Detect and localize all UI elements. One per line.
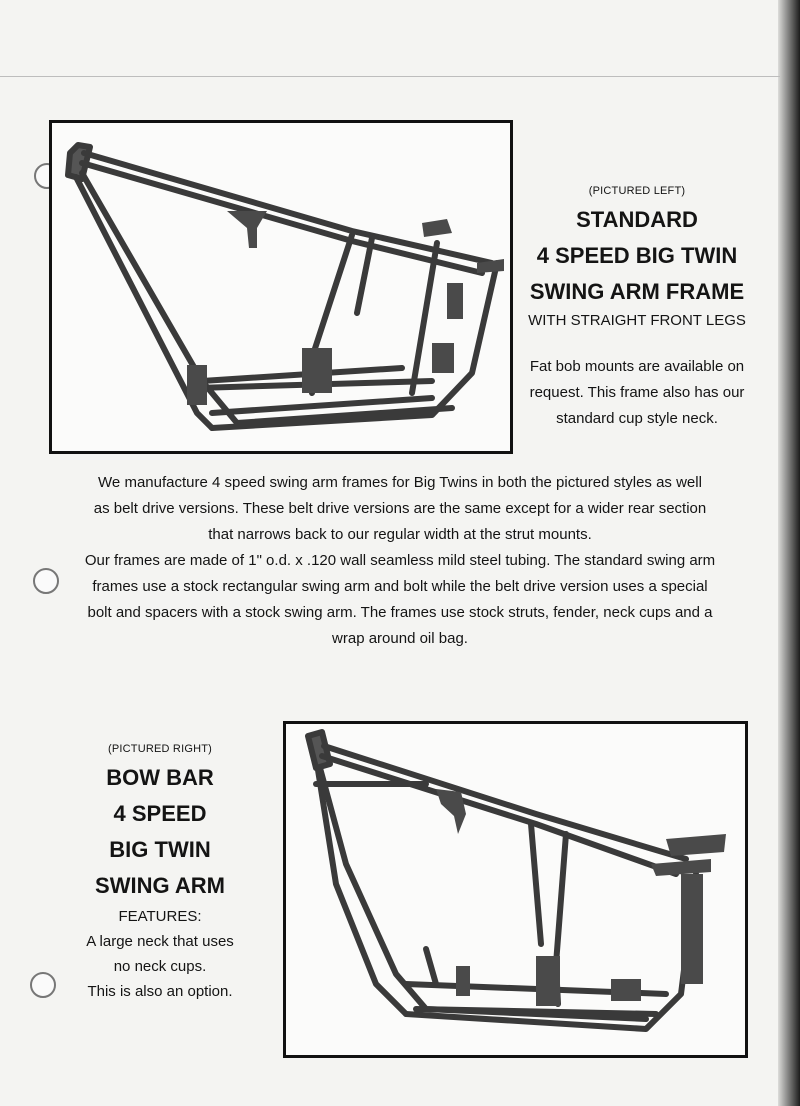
body-line: We manufacture 4 speed swing arm frames for Big Twins in both the pictured styles as well [98,474,702,491]
feature-line: A large neck that uses [86,933,234,950]
body-line: bolt and spacers with a stock swing arm. The frames use stock struts, fender, neck cups and a [87,604,713,621]
frame-title-line: SWING ARM [95,873,225,898]
standard-frame-caption [516,184,758,432]
feature-line: This is also an option. [87,983,233,1000]
frame-subtitle: WITH STRAIGHT FRONT LEGS [528,312,746,329]
standard-frame-photo [49,120,513,454]
punch-hole [30,972,56,998]
body-line: that narrows back to our regular width at the strut mounts. [208,526,592,543]
bow-bar-frame-photo [283,721,748,1058]
frame-title-line: 4 SPEED [113,801,207,826]
standard-frame-illustration [52,123,510,451]
body-line: frames use a stock rectangular swing arm and bolt while the belt drive version uses a special [92,578,708,595]
body-line: as belt drive versions. These belt drive versions are the same except for a wider rear section [93,500,707,517]
frame-title-line: STANDARD [576,207,698,232]
frame-title-line: SWING ARM FRAME [529,279,745,304]
feature-line: no neck cups. [113,958,207,975]
frame-title-line: 4 SPEED BIG TWIN [536,243,738,268]
pictured-right-label: (PICTURED RIGHT) [107,743,213,755]
frame-title-line: BOW BAR [106,765,214,790]
divider-line [0,76,780,77]
bow-bar-frame-illustration [286,724,745,1055]
note-line: standard cup style neck. [556,410,718,427]
note-line: request. This frame also has our [529,384,745,401]
bow-bar-frame-caption [60,742,260,1004]
body-text [40,470,760,652]
body-line: Our frames are made of 1" o.d. x .120 wall seamless mild steel tubing. The standard swing arm [84,552,716,569]
body-line: wrap around oil bag. [332,630,468,647]
scan-edge-shadow [778,0,800,1106]
frame-note [516,354,758,432]
pictured-left-label: (PICTURED LEFT) [588,185,686,197]
frame-title-line: BIG TWIN [109,837,211,862]
note-line: Fat bob mounts are available on [529,358,745,375]
features-label: FEATURES: [118,908,202,925]
